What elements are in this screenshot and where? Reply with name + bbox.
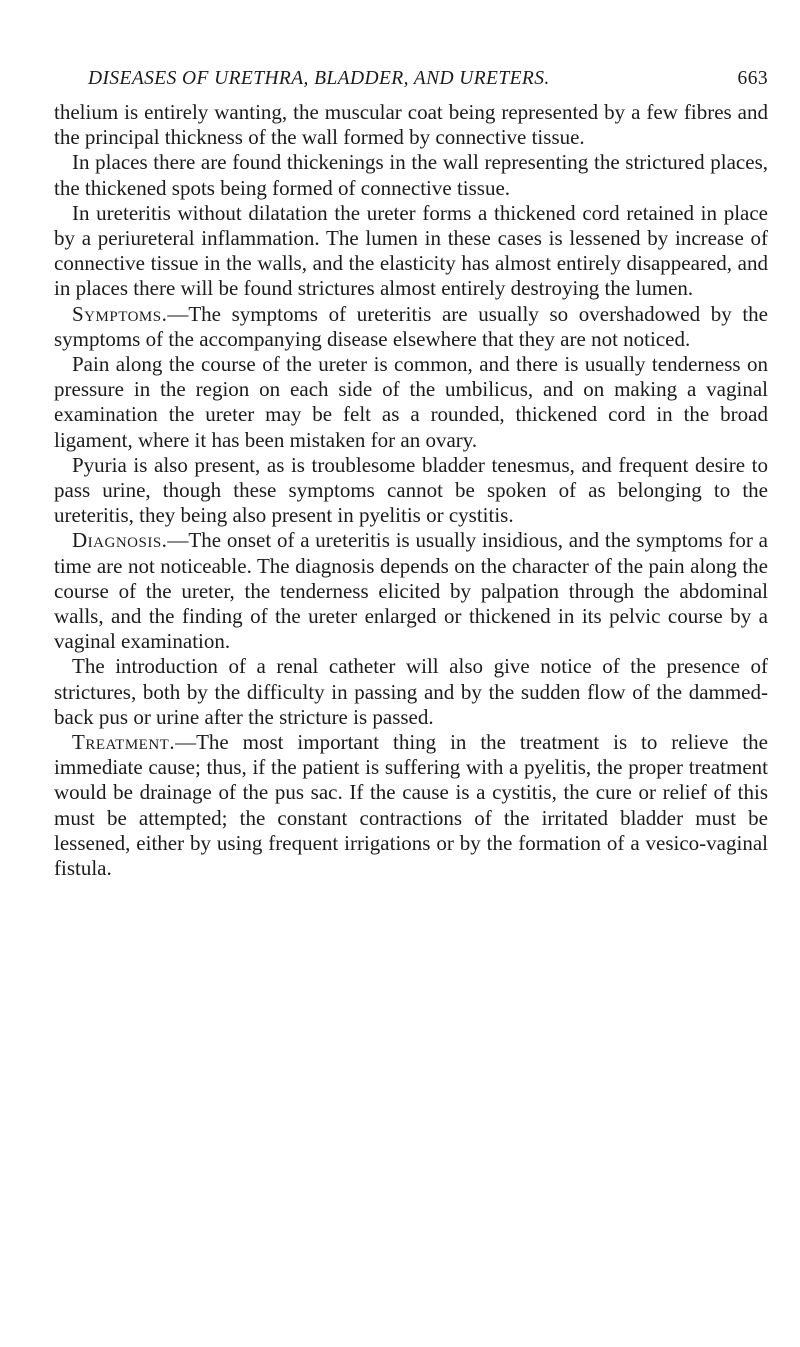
section-heading-diagnosis: Diagnosis. xyxy=(72,528,168,553)
paragraph-treatment xyxy=(54,730,768,881)
paragraph-catheter xyxy=(54,654,768,730)
paragraph-continuation xyxy=(54,100,768,150)
paragraph-text: —The onset of a ureteritis is usually insidious, and the symptoms for a time are not noticeable. The diagnosis depends on the character of the pain along the course of the ureter, the tenderness elicited by palpation through the abdominal walls, and the finding of the ureter enlarged or thickened in its pelvic course by a vaginal examination. xyxy=(54,528,768,654)
paragraph-text: In ureteritis without dilatation the ureter forms a thickened cord retained in place by a periureteral inflammation. The lumen in these cases is lessened by increase of connective tissue in the walls, and the elasticity has almost entirely disappeared, and in places there will be found strictures almost entirely destroying the lumen. xyxy=(54,200,768,301)
paragraph-text: Pain along the course of the ureter is common, and there is usually tenderness on pressure in the region on each side of the umbilicus, and on making a vaginal examination the ureter may be felt as a rounded, thickened cord in the broad ligament, where it has been mistaken for an ovary. xyxy=(54,352,768,452)
running-title: DISEASES OF URETHRA, BLADDER, AND URETERS. xyxy=(88,68,550,89)
paragraph-pyuria xyxy=(54,453,768,529)
paragraph-text: In places there are found thickenings in the wall representing the strictured places, the thickened spots being formed of connective tissue. xyxy=(54,150,768,200)
body-text xyxy=(54,100,768,881)
paragraph-diagnosis xyxy=(54,528,768,654)
book-page xyxy=(54,68,768,881)
paragraph-symptoms xyxy=(54,302,768,352)
paragraph-text: The introduction of a renal catheter will also give notice of the presence of strictures, both by the difficulty in passing and by the sudden flow of the dammed-back pus or urine after the stricture is passed. xyxy=(54,654,768,729)
section-heading-symptoms: Symptoms. xyxy=(72,301,168,326)
page-number: 663 xyxy=(737,68,768,89)
paragraph-text: —The symptoms of ureteritis are usually so overshadowed by the symptoms of the accompanying disease elsewhere that they are not noticed. xyxy=(54,301,768,351)
paragraph-without-dilatation xyxy=(54,201,768,302)
section-heading-treatment: Treatment. xyxy=(72,730,176,755)
paragraph-text: Pyuria is also present, as is troublesome bladder tenesmus, and frequent desire to pass urine, though these symptoms cannot be spoken of as belonging to the ureteritis, they being also present in pyelitis or cystitis. xyxy=(54,452,768,528)
paragraph-text: —The most important thing in the treatment is to relieve the immediate cause; thus, if the patient is suffering with a pyelitis, the proper treatment would be drainage of the pus sac. If the cause is a cystitis, the cure or relief of this must be attempted; the constant contractions of the irritated bladder must be lessened, either by using frequent irrigations or by the formation of a vesico-vaginal fistula. xyxy=(54,730,768,881)
paragraph-strictures xyxy=(54,150,768,200)
paragraph-pain xyxy=(54,352,768,453)
running-header xyxy=(54,68,768,100)
paragraph-text: thelium is entirely wanting, the muscular coat being represented by a few fibres and the principal thickness of the wall formed by connective tissue. xyxy=(54,100,768,150)
